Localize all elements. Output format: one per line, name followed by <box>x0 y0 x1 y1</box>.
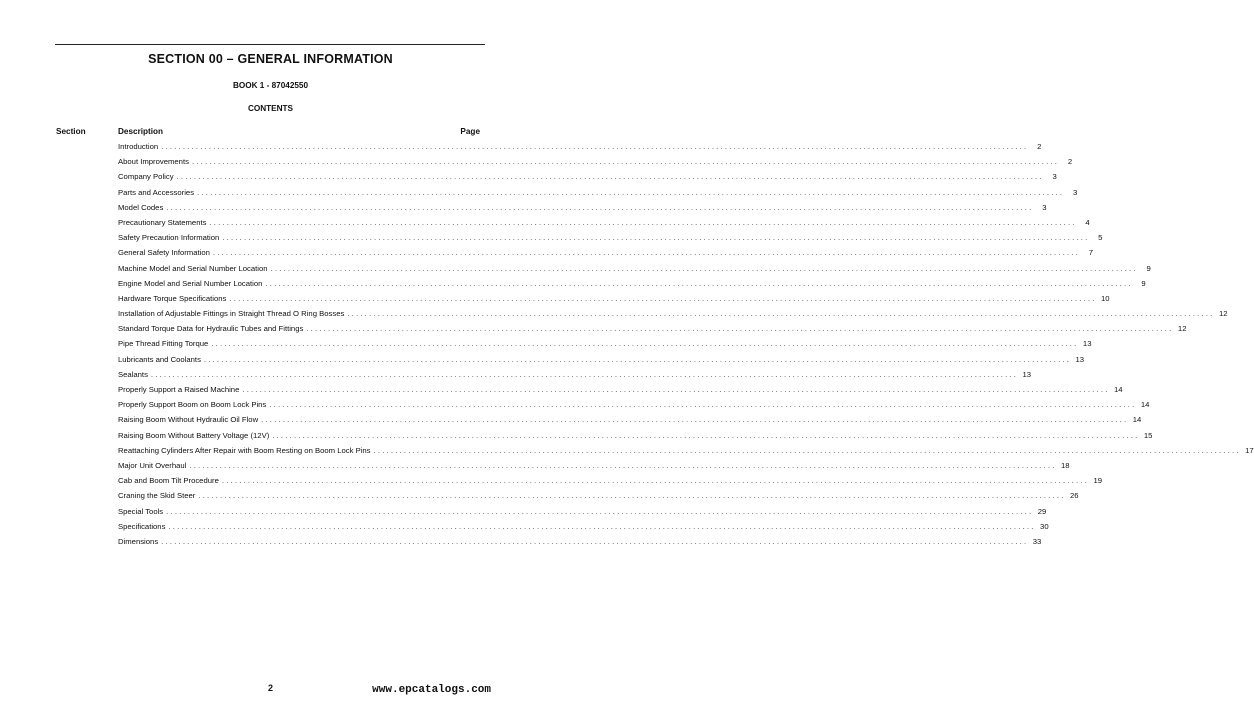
toc-entry-page: 30 <box>1040 521 1049 531</box>
toc-entry <box>118 309 1228 324</box>
toc-entry <box>118 233 1103 248</box>
toc-entry-page: 26 <box>1069 491 1079 501</box>
toc-entry-title: Craning the Skid Steer <box>118 491 196 501</box>
table-of-contents <box>118 142 1254 552</box>
toc-entry <box>118 354 1085 370</box>
watermark-url: www.epcatalogs.com <box>372 684 491 696</box>
page-number: 2 <box>267 683 273 693</box>
toc-dot-leader: ........................................................................................................................................................................................................ <box>229 293 1097 303</box>
column-header-section: Section <box>56 127 86 136</box>
toc-entry-page: 2 <box>1067 157 1073 167</box>
toc-entry <box>118 142 1042 157</box>
toc-dot-leader: ........................................................................................................................................................................................................ <box>221 476 1090 486</box>
top-rule <box>55 44 485 45</box>
toc-entry-page: 17 <box>1245 445 1254 455</box>
toc-entry-page: 10 <box>1101 293 1110 303</box>
toc-entry <box>118 400 1150 415</box>
toc-dot-leader: ........................................................................................................................................................................................................ <box>168 521 1036 531</box>
toc-entry <box>118 187 1078 203</box>
toc-entry-page: 18 <box>1060 460 1070 470</box>
toc-entry-page: 4 <box>1085 217 1090 227</box>
book-number: BOOK 1 - 87042550 <box>232 81 309 90</box>
toc-entry <box>118 491 1079 506</box>
toc-entry-title: Precautionary Statements <box>118 217 207 227</box>
toc-dot-leader: ........................................................................................................................................................................................................ <box>198 491 1066 501</box>
toc-entry-title: Sealants <box>118 369 148 379</box>
toc-entry-page: 12 <box>1218 309 1228 319</box>
toc-dot-leader: ........................................................................................................................................................................................................ <box>161 142 1029 151</box>
toc-entry-title: Major Unit Overhaul <box>118 460 187 470</box>
toc-entry-page: 7 <box>1088 248 1094 258</box>
toc-entry <box>118 324 1187 339</box>
toc-entry <box>118 157 1073 172</box>
toc-dot-leader: ........................................................................................................................................................................................................ <box>161 536 1029 546</box>
toc-dot-leader: ........................................................................................................................................................................................................ <box>166 506 1034 516</box>
toc-entry <box>118 369 1032 385</box>
toc-dot-leader: ........................................................................................................................................................................................................ <box>347 309 1215 319</box>
toc-entry-title: Reattaching Cylinders After Repair with Boom Resting on Boom Lock Pins <box>118 445 371 455</box>
toc-entry <box>118 172 1057 187</box>
column-header-page: Page <box>460 127 480 136</box>
toc-entry-page: 12 <box>1177 324 1187 334</box>
toc-dot-leader: ........................................................................................................................................................................................................ <box>176 172 1044 182</box>
toc-entry-title: Raising Boom Without Battery Voltage (12V) <box>118 430 270 440</box>
toc-entry-page: 15 <box>1143 430 1153 440</box>
toc-entry-title: Machine Model and Serial Number Location <box>118 263 268 273</box>
toc-entry-page: 13 <box>1022 369 1032 379</box>
toc-entry-title: Raising Boom Without Hydraulic Oil Flow <box>118 415 259 425</box>
toc-entry-title: General Safety Information <box>118 248 210 258</box>
toc-entry <box>118 506 1047 522</box>
toc-dot-leader: ........................................................................................................................................................................................................ <box>191 157 1060 167</box>
toc-entry-title: Standard Torque Data for Hydraulic Tubes and Fittings <box>118 324 304 334</box>
toc-entry-title: About Improvements <box>118 157 189 167</box>
toc-entry-title: Introduction <box>118 142 159 151</box>
toc-entry-page: 14 <box>1132 415 1142 425</box>
toc-dot-leader: ........................................................................................................................................................................................................ <box>197 187 1065 197</box>
toc-entry <box>118 460 1070 476</box>
toc-entry-title: Installation of Adjustable Fittings in Straight Thread O Ring Bosses <box>118 309 345 319</box>
toc-entry <box>118 415 1142 430</box>
toc-entry-title: Safety Precaution Information <box>118 233 220 243</box>
toc-dot-leader: ........................................................................................................................................................................................................ <box>189 460 1057 470</box>
toc-dot-leader: ........................................................................................................................................................................................................ <box>261 415 1129 425</box>
toc-entry-title: Pipe Thread Fitting Torque <box>118 339 209 349</box>
toc-dot-leader: ........................................................................................................................................................................................................ <box>242 385 1110 394</box>
toc-entry-page: 29 <box>1037 506 1047 516</box>
toc-entry-title: Special Tools <box>118 506 164 516</box>
toc-entry <box>118 339 1092 354</box>
toc-entry-page: 33 <box>1032 536 1042 546</box>
toc-dot-leader: ........................................................................................................................................................................................................ <box>166 202 1034 212</box>
toc-entry <box>118 385 1123 400</box>
toc-entry-title: Dimensions <box>118 536 159 546</box>
toc-entry-title: Engine Model and Serial Number Location <box>118 278 263 288</box>
toc-dot-leader: ........................................................................................................................................................................................................ <box>222 233 1090 243</box>
toc-dot-leader: ........................................................................................................................................................................................................ <box>269 400 1137 410</box>
toc-dot-leader: ........................................................................................................................................................................................................ <box>270 263 1138 273</box>
toc-dot-leader: ........................................................................................................................................................................................................ <box>211 339 1079 349</box>
toc-entry-page: 14 <box>1113 385 1123 394</box>
toc-entry-title: Lubricants and Coolants <box>118 354 201 364</box>
toc-entry-page: 3 <box>1052 172 1057 182</box>
toc-entry-title: Parts and Accessories <box>118 187 195 197</box>
toc-entry <box>118 217 1090 233</box>
toc-dot-leader: ........................................................................................................................................................................................................ <box>272 430 1140 440</box>
toc-dot-leader: ........................................................................................................................................................................................................ <box>373 445 1241 455</box>
contents-heading: CONTENTS <box>247 104 294 113</box>
toc-entry-page: 3 <box>1072 187 1078 197</box>
toc-entry <box>118 445 1254 461</box>
toc-entry-page: 19 <box>1093 476 1103 486</box>
column-header-description: Description <box>118 127 164 136</box>
toc-entry-title: Model Codes <box>118 202 164 212</box>
toc-entry-page: 13 <box>1082 339 1092 349</box>
toc-entry-title: Cab and Boom Tilt Procedure <box>118 476 219 486</box>
toc-entry-title: Properly Support a Raised Machine <box>118 385 240 394</box>
toc-entry-page: 9 <box>1141 278 1146 288</box>
toc-entry <box>118 293 1110 309</box>
toc-entry-page: 9 <box>1146 263 1151 273</box>
toc-entry <box>118 278 1146 294</box>
toc-dot-leader: ........................................................................................................................................................................................................ <box>203 354 1072 364</box>
toc-entry-page: 3 <box>1042 202 1047 212</box>
toc-entry-page: 5 <box>1098 233 1103 243</box>
toc-entry <box>118 536 1042 552</box>
toc-entry-title: Properly Support Boom on Boom Lock Pins <box>118 400 267 410</box>
toc-entry-page: 14 <box>1140 400 1150 410</box>
toc-dot-leader: ........................................................................................................................................................................................................ <box>265 278 1133 288</box>
toc-entry <box>118 202 1047 218</box>
toc-entry <box>118 263 1151 279</box>
toc-entry <box>118 248 1094 263</box>
toc-entry-title: Specifications <box>118 521 166 531</box>
toc-entry-page: 13 <box>1075 354 1085 364</box>
toc-entry-title: Hardware Torque Specifications <box>118 293 227 303</box>
toc-dot-leader: ........................................................................................................................................................................................................ <box>212 248 1081 258</box>
toc-dot-leader: ........................................................................................................................................................................................................ <box>150 369 1019 379</box>
toc-entry <box>118 430 1153 446</box>
toc-entry <box>118 476 1103 491</box>
section-title: SECTION 00 – GENERAL INFORMATION <box>148 52 393 66</box>
toc-entry-title: Company Policy <box>118 172 174 182</box>
toc-dot-leader: ........................................................................................................................................................................................................ <box>209 217 1077 227</box>
toc-dot-leader: ........................................................................................................................................................................................................ <box>306 324 1174 334</box>
toc-entry-page: 2 <box>1037 142 1042 151</box>
toc-entry <box>118 521 1049 537</box>
